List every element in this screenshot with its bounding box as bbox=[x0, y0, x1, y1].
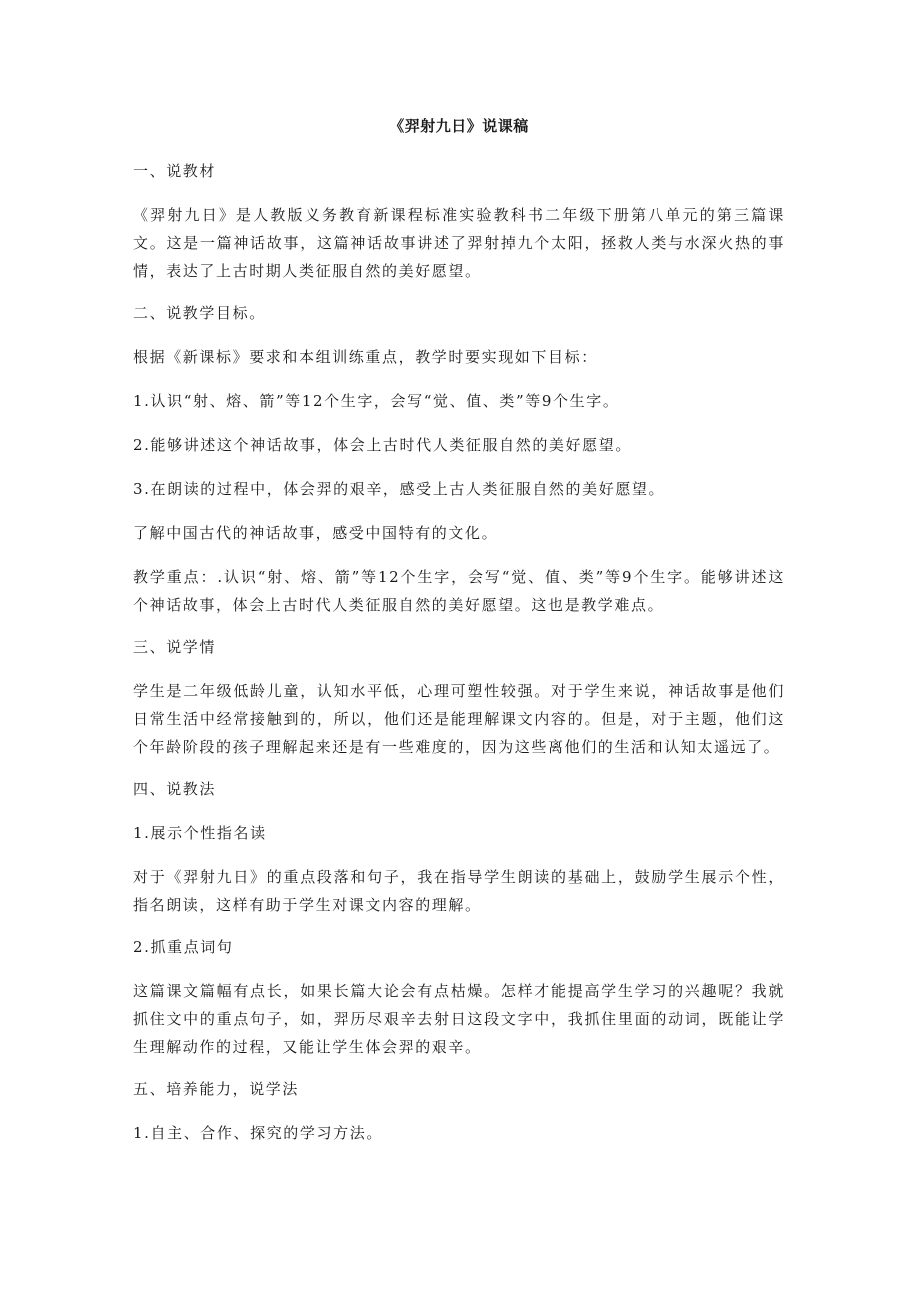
paragraph-method-1: 对于《羿射九日》的重点段落和句子，我在指导学生朗读的基础上，鼓励学生展示个性，指名朗读，这样有助于学生对课文内容的理解。 bbox=[133, 868, 785, 914]
section-heading-teaching-method: 四、说教法 bbox=[133, 780, 217, 798]
document-title: 《羿射九日》说课稿 bbox=[389, 117, 529, 135]
goal-item-2: 2.能够讲述这个神话故事，体会上古时代人类征服自然的美好愿望。 bbox=[133, 436, 632, 454]
section-heading-teaching-goals: 二、说教学目标。 bbox=[133, 304, 266, 322]
paragraph-method-2: 这篇课文篇幅有点长，如果长篇大论会有点枯燥。怎样才能提高学生学习的兴趣呢？我就抓住文中的重点句子，如，羿历尽艰辛去射日这段文字中，我抓住里面的动词，既能让学生理解动作的过程，又能让学生体会羿的艰辛。 bbox=[133, 982, 785, 1056]
section-heading-student-situation: 三、说学情 bbox=[133, 638, 217, 656]
goal-item-1: 1.认识“射、熔、箭”等12个生字，会写“觉、值、类”等9个生字。 bbox=[133, 392, 620, 410]
paragraph-student-situation: 学生是二年级低龄儿童，认知水平低，心理可塑性较强。对于学生来说，神话故事是他们日常生活中经常接触到的，所以，他们还是能理解课文内容的。但是，对于主题，他们这个年龄阶段的孩子理解起来还是有一些难度的，因为这些离他们的生活和认知太遥远了。 bbox=[133, 682, 785, 756]
subheading-method-1: 1.展示个性指名读 bbox=[133, 824, 267, 842]
section-heading-textbook: 一、说教材 bbox=[133, 162, 217, 180]
subheading-method-2: 2.抓重点词句 bbox=[133, 938, 234, 956]
subheading-learning-method-1: 1.自主、合作、探究的学习方法。 bbox=[133, 1124, 383, 1142]
paragraph-goals-intro: 根据《新课标》要求和本组训练重点，教学时要实现如下目标： bbox=[133, 348, 598, 366]
goal-item-culture: 了解中国古代的神话故事，感受中国特有的文化。 bbox=[133, 524, 499, 542]
paragraph-teaching-focus: 教学重点：.认识“射、熔、箭”等12个生字，会写“觉、值、类”等9个生字。能够讲述这个神话故事，体会上古时代人类征服自然的美好愿望。这也是教学难点。 bbox=[133, 568, 785, 614]
goal-item-3: 3.在朗读的过程中，体会羿的艰辛，感受上古人类征服自然的美好愿望。 bbox=[133, 480, 666, 498]
section-heading-learning-method: 五、培养能力，说学法 bbox=[133, 1080, 300, 1098]
paragraph-textbook-intro: 《羿射九日》是人教版义务教育新课程标准实验教科书二年级下册第八单元的第三篇课文。这是一篇神话故事，这篇神话故事讲述了羿射掉九个太阳，拯救人类与水深火热的事情，表达了上古时期人类征服自然的美好愿望。 bbox=[133, 206, 785, 280]
